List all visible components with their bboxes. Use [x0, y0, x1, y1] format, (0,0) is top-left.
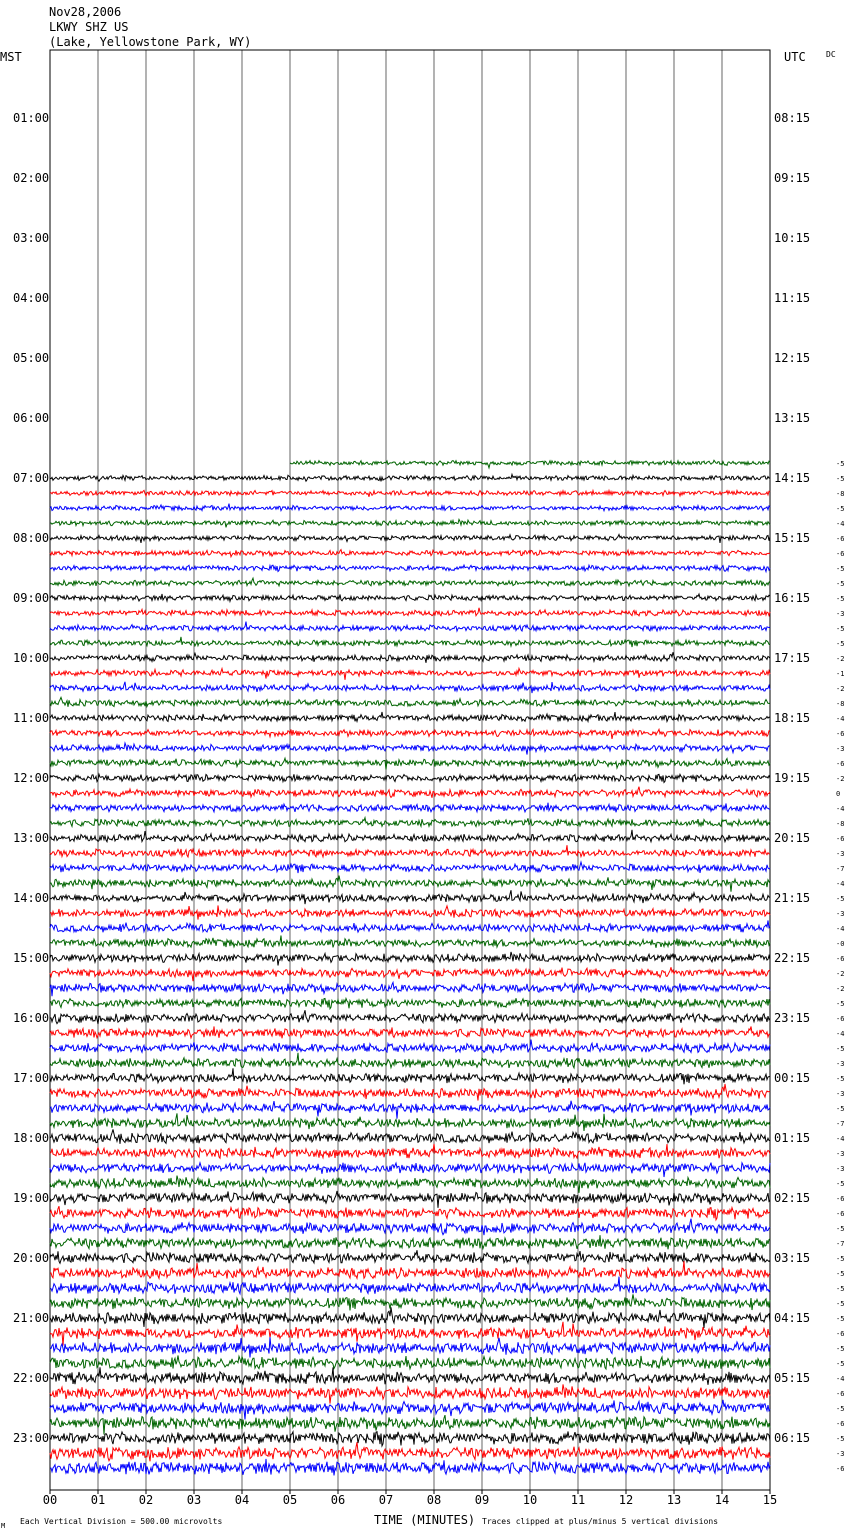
dc-offset-label: -5 — [836, 1285, 845, 1293]
trace-row — [50, 697, 770, 706]
left-hour-label: 05:00 — [13, 351, 50, 365]
trace-row — [50, 1206, 770, 1220]
left-hour-label: 06:00 — [13, 411, 50, 425]
x-tick-label: 00 — [42, 1493, 58, 1507]
x-tick-label: 13 — [666, 1493, 682, 1507]
dc-offset-label: -6 — [836, 730, 845, 738]
x-tick-label: 14 — [714, 1493, 730, 1507]
chart-date: Nov28,2006 — [49, 5, 122, 19]
right-hour-label: 20:15 — [774, 831, 811, 845]
trace-row — [50, 1129, 770, 1143]
x-tick-label: 15 — [762, 1493, 778, 1507]
dc-offset-label: -5 — [836, 475, 845, 483]
dc-offset-label: -5 — [836, 580, 845, 588]
right-hour-label: 21:15 — [774, 891, 811, 905]
dc-offset-label: -5 — [836, 1000, 845, 1008]
left-hour-label: 11:00 — [13, 711, 50, 725]
trace-row — [50, 1322, 770, 1346]
right-hour-label: 02:15 — [774, 1191, 811, 1205]
right-hour-label: 04:15 — [774, 1311, 811, 1325]
trace-row — [50, 1053, 770, 1068]
trace-row — [50, 952, 770, 966]
dc-offset-label: -4 — [836, 1030, 845, 1038]
dc-offset-label: -4 — [836, 880, 845, 888]
dc-offset-label: -6 — [836, 1015, 845, 1023]
trace-row — [50, 594, 770, 601]
dc-offset-label: -5 — [836, 1300, 845, 1308]
trace-row — [50, 998, 770, 1009]
x-tick-label: 10 — [522, 1493, 538, 1507]
dc-offset-label: -5 — [836, 1360, 845, 1368]
dc-offset-label: -2 — [836, 655, 845, 663]
x-tick-label: 02 — [138, 1493, 154, 1507]
trace-row — [50, 1040, 770, 1053]
trace-row — [50, 1415, 770, 1434]
left-hour-label: 04:00 — [13, 291, 50, 305]
dc-offset-label: -3 — [836, 1450, 845, 1458]
trace-row — [50, 1176, 770, 1193]
dc-offset-label: -2 — [836, 985, 845, 993]
x-tick-label: 07 — [378, 1493, 394, 1507]
trace-row — [50, 712, 770, 721]
left-hour-label: 18:00 — [13, 1131, 50, 1145]
trace-row — [50, 818, 770, 827]
right-hour-label: 00:15 — [774, 1071, 811, 1085]
right-hour-label: 16:15 — [774, 591, 811, 605]
left-hour-label: 03:00 — [13, 231, 50, 245]
trace-row — [50, 1307, 770, 1328]
trace-row — [50, 1355, 770, 1369]
trace-row — [50, 565, 770, 572]
trace-row — [50, 1294, 770, 1310]
right-hour-label: 09:15 — [774, 171, 811, 185]
dc-offset-label: -5 — [836, 1435, 845, 1443]
dc-offset-label: -6 — [836, 1420, 845, 1428]
trace-row — [50, 578, 770, 586]
trace-row — [50, 905, 770, 919]
trace-row — [50, 967, 770, 981]
left-hour-label: 21:00 — [13, 1311, 50, 1325]
dc-offset-label: -5 — [836, 895, 845, 903]
dc-offset-label: -2 — [836, 970, 845, 978]
dc-offset-label: -5 — [836, 1270, 845, 1278]
trace-row — [50, 550, 770, 557]
x-axis-title: TIME (MINUTES) — [374, 1513, 476, 1527]
right-hour-label: 13:15 — [774, 411, 811, 425]
dc-offset-label: -4 — [836, 715, 845, 723]
dc-offset-label: -2 — [836, 685, 845, 693]
dc-offset-label: -6 — [836, 1330, 845, 1338]
trace-row — [50, 921, 770, 933]
x-tick-label: 06 — [330, 1493, 346, 1507]
left-hour-label: 02:00 — [13, 171, 50, 185]
dc-offset-label: -7 — [836, 865, 845, 873]
dc-offset-label: -6 — [836, 760, 845, 768]
dc-offset-label: -4 — [836, 805, 845, 813]
right-hour-label: 14:15 — [774, 471, 811, 485]
left-hour-label: 19:00 — [13, 1191, 50, 1205]
left-hour-label: 22:00 — [13, 1371, 50, 1385]
dc-offset-label: -0 — [836, 940, 845, 948]
dc-offset-label: -1 — [836, 670, 845, 678]
dc-offset-label: -4 — [836, 520, 845, 528]
dc-offset-label: -5 — [836, 1255, 845, 1263]
dc-offset-label: -8 — [836, 490, 845, 498]
trace-row — [50, 845, 770, 857]
dc-offset-label: -7 — [836, 1240, 845, 1248]
dc-offset-label: -6 — [836, 535, 845, 543]
trace-row — [50, 803, 770, 813]
dc-offset-label: -5 — [836, 565, 845, 573]
dc-offset-label: -4 — [836, 925, 845, 933]
trace-row — [50, 504, 770, 511]
right-hour-label: 17:15 — [774, 651, 811, 665]
trace-row — [50, 1459, 770, 1476]
dc-offset-label: -3 — [836, 850, 845, 858]
x-tick-label: 11 — [570, 1493, 586, 1507]
left-hour-label: 10:00 — [13, 651, 50, 665]
right-hour-label: 12:15 — [774, 351, 811, 365]
left-hour-label: 17:00 — [13, 1071, 50, 1085]
right-hour-label: 22:15 — [774, 951, 811, 965]
trace-row — [50, 862, 770, 873]
trace-row — [50, 622, 770, 632]
trace-row — [50, 1250, 770, 1263]
dc-offset-label: -3 — [836, 910, 845, 918]
dc-offset-label: -3 — [836, 1165, 845, 1173]
right-hour-label: 08:15 — [774, 111, 811, 125]
trace-row — [50, 729, 770, 739]
left-hour-label: 09:00 — [13, 591, 50, 605]
right-hour-label: 01:15 — [774, 1131, 811, 1145]
left-hour-label: 20:00 — [13, 1251, 50, 1265]
left-hour-label: 16:00 — [13, 1011, 50, 1025]
dc-offset-label: -5 — [836, 1105, 845, 1113]
trace-row — [50, 1026, 770, 1038]
station-location: (Lake, Yellowstone Park, WY) — [49, 35, 252, 49]
trace-layer — [50, 460, 770, 1475]
right-hour-label: 19:15 — [774, 771, 811, 785]
station-code: LKWY SHZ US — [49, 20, 129, 34]
trace-row — [50, 1010, 770, 1024]
dc-offset-label: -5 — [836, 505, 845, 513]
trace-row — [50, 830, 770, 842]
x-tick-label: 08 — [426, 1493, 442, 1507]
grid-layer — [50, 50, 770, 1494]
trace-row — [50, 1384, 770, 1403]
dc-offset-label: -5 — [836, 595, 845, 603]
x-tick-label: 01 — [90, 1493, 106, 1507]
dc-offset-label: -5 — [836, 640, 845, 648]
x-tick-label: 12 — [618, 1493, 634, 1507]
left-hour-label: 12:00 — [13, 771, 50, 785]
x-tick-label: 03 — [186, 1493, 202, 1507]
dc-offset-label: -5 — [836, 1345, 845, 1353]
dc-offset-label: -3 — [836, 1150, 845, 1158]
dc-offset-label: -8 — [836, 820, 845, 828]
dc-offset-label: -3 — [836, 745, 845, 753]
trace-row — [50, 1261, 770, 1279]
dc-label: DC — [826, 50, 836, 59]
dc-offset-label: -4 — [836, 1375, 845, 1383]
left-hour-label: 01:00 — [13, 111, 50, 125]
left-axis-title: MST — [0, 50, 22, 64]
right-hour-label: 06:15 — [774, 1431, 811, 1445]
right-hour-label: 05:15 — [774, 1371, 811, 1385]
left-hour-label: 14:00 — [13, 891, 50, 905]
trace-row — [50, 876, 770, 892]
trace-row — [50, 1163, 770, 1177]
trace-row — [50, 1144, 770, 1158]
scale-note: Each Vertical Division = 500.00 microvolts — [20, 1517, 223, 1526]
dc-offset-label: -3 — [836, 1090, 845, 1098]
x-tick-label: 09 — [474, 1493, 490, 1507]
dc-offset-label: -5 — [836, 1045, 845, 1053]
x-tick-label: 05 — [282, 1493, 298, 1507]
trace-row — [50, 758, 770, 769]
dc-offset-label: -5 — [836, 1225, 845, 1233]
dc-offset-label: -2 — [836, 775, 845, 783]
dc-offset-label: -5 — [836, 1405, 845, 1413]
trace-row — [50, 774, 770, 782]
dc-offset-label: -5 — [836, 1315, 845, 1323]
trace-row — [50, 982, 770, 996]
right-hour-label: 10:15 — [774, 231, 811, 245]
right-hour-label: 11:15 — [774, 291, 811, 305]
trace-row — [50, 1191, 770, 1208]
trace-row — [50, 637, 770, 647]
trace-row — [50, 490, 770, 496]
trace-row — [50, 1113, 770, 1131]
dc-offset-label: -5 — [836, 1075, 845, 1083]
right-hour-label: 15:15 — [774, 531, 811, 545]
dc-offset-label: -6 — [836, 835, 845, 843]
dc-offset-label: -6 — [836, 1210, 845, 1218]
trace-row — [50, 652, 770, 663]
left-hour-label: 23:00 — [13, 1431, 50, 1445]
trace-row — [50, 1337, 770, 1357]
dc-offset-label: -6 — [836, 955, 845, 963]
trace-row — [50, 787, 770, 798]
trace-row — [50, 1431, 770, 1446]
trace-row — [50, 890, 770, 904]
dc-offset-label: -5 — [836, 1180, 845, 1188]
clip-note: Traces clipped at plus/minus 5 vertical divisions — [482, 1517, 719, 1526]
trace-row — [50, 682, 770, 693]
trace-row — [50, 1068, 770, 1084]
dc-offset-label: -5 — [836, 460, 845, 468]
trace-row — [50, 474, 770, 481]
dc-offset-label: -6 — [836, 1390, 845, 1398]
trace-row — [50, 743, 770, 754]
trace-row — [50, 1235, 770, 1249]
trace-row — [50, 1084, 770, 1101]
trace-row — [50, 1277, 770, 1294]
trace-row — [50, 1101, 770, 1119]
dc-offset-label: -4 — [836, 1135, 845, 1143]
trace-row — [50, 519, 770, 527]
trace-row — [50, 1442, 770, 1461]
right-axis-title: UTC — [784, 50, 806, 64]
trace-row — [50, 1400, 770, 1420]
corner-mark: M — [1, 1522, 6, 1530]
dc-offset-label: -7 — [836, 1120, 845, 1128]
dc-offset-label: -8 — [836, 700, 845, 708]
left-hour-label: 13:00 — [13, 831, 50, 845]
left-hour-label: 15:00 — [13, 951, 50, 965]
dc-offset-label: -6 — [836, 1195, 845, 1203]
dc-offset-label: -3 — [836, 610, 845, 618]
trace-row — [50, 1219, 770, 1235]
right-hour-label: 23:15 — [774, 1011, 811, 1025]
trace-row — [50, 668, 770, 679]
dc-offset-label: 0 — [836, 790, 841, 798]
dc-offset-label: -5 — [836, 625, 845, 633]
trace-row — [50, 936, 770, 948]
right-hour-label: 18:15 — [774, 711, 811, 725]
dc-offset-label: -6 — [836, 1465, 845, 1473]
left-hour-label: 08:00 — [13, 531, 50, 545]
left-hour-label: 07:00 — [13, 471, 50, 485]
dc-offset-label: -6 — [836, 550, 845, 558]
right-hour-label: 03:15 — [774, 1251, 811, 1265]
dc-offset-label: -3 — [836, 1060, 845, 1068]
trace-row — [50, 535, 770, 543]
trace-row — [50, 608, 770, 616]
x-tick-label: 04 — [234, 1493, 250, 1507]
